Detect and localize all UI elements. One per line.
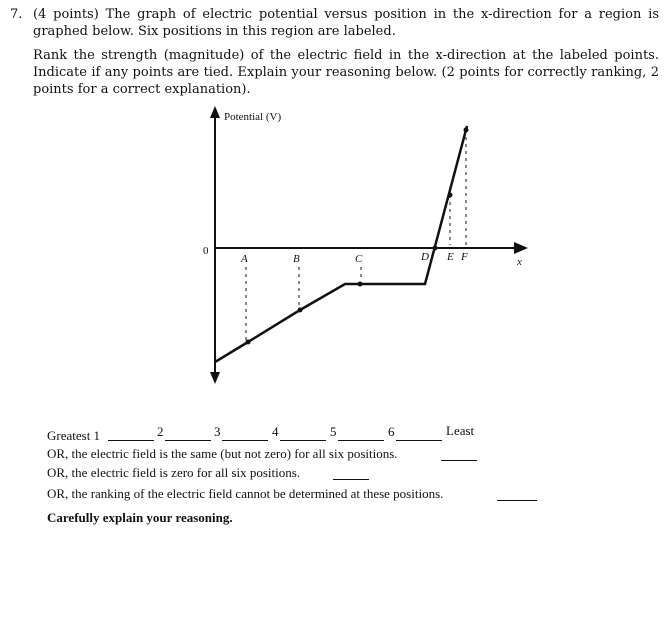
rank-blank-2[interactable] xyxy=(165,440,211,441)
explain-prompt: Carefully explain your reasoning. xyxy=(47,510,233,525)
question-number: 7. xyxy=(10,7,23,22)
x-axis-label: x xyxy=(517,256,522,268)
rank-number-3: 3 xyxy=(214,424,221,439)
option-same-field: OR, the electric field is the same (but not zero) for all six positions. xyxy=(47,446,398,461)
option-zero-field-blank[interactable] xyxy=(333,479,369,480)
option-same-field-blank[interactable] xyxy=(441,460,477,461)
point-label-f: F xyxy=(461,251,468,263)
potential-curve xyxy=(215,126,467,362)
y-axis-arrow-up xyxy=(210,106,220,118)
question-instructions: Rank the strength (magnitude) of the electric field in the x-direction at the labeled points. Indicate if any points are tied. Explain your reasoning below. (2 points for correctly ranking, 2 points for a correct explanation). xyxy=(33,48,659,97)
point-b-marker xyxy=(298,308,303,313)
rank-blank-5[interactable] xyxy=(338,440,384,441)
point-f-marker xyxy=(464,128,469,133)
rank-number-5: 5 xyxy=(330,424,337,439)
rank-blank-4[interactable] xyxy=(280,440,326,441)
x-axis-arrow xyxy=(514,242,528,254)
rank-blank-6[interactable] xyxy=(396,440,442,441)
rank-number-4: 4 xyxy=(272,424,279,439)
least-label: Least xyxy=(446,423,475,438)
rank-number-6: 6 xyxy=(388,424,395,439)
point-label-d: D xyxy=(421,251,429,263)
point-label-c: C xyxy=(355,253,363,265)
rank-blank-1[interactable] xyxy=(108,440,154,441)
point-c-marker xyxy=(358,282,363,287)
potential-graph xyxy=(195,100,545,390)
origin-label: 0 xyxy=(203,245,209,257)
rank-blank-3[interactable] xyxy=(222,440,268,441)
option-zero-field: OR, the electric field is zero for all six positions. xyxy=(47,465,301,480)
point-label-b: B xyxy=(293,253,300,265)
greatest-label: Greatest 1 xyxy=(47,428,101,443)
y-axis-arrow-down xyxy=(210,372,220,384)
point-a-marker xyxy=(246,340,251,345)
y-axis-label: Potential (V) xyxy=(224,111,282,123)
point-label-e: E xyxy=(447,251,454,263)
rank-number-2: 2 xyxy=(157,424,164,439)
option-cannot-determine: OR, the ranking of the electric field cannot be determined at these positions. xyxy=(47,486,444,501)
question-text: (4 points) The graph of electric potential versus position in the x-direction for a region is graphed below. Six positions in this region are labeled. xyxy=(33,7,659,39)
option-cannot-determine-blank[interactable] xyxy=(497,500,537,501)
point-label-a: A xyxy=(241,253,248,265)
point-e-marker xyxy=(448,193,453,198)
point-d-marker xyxy=(433,246,438,251)
